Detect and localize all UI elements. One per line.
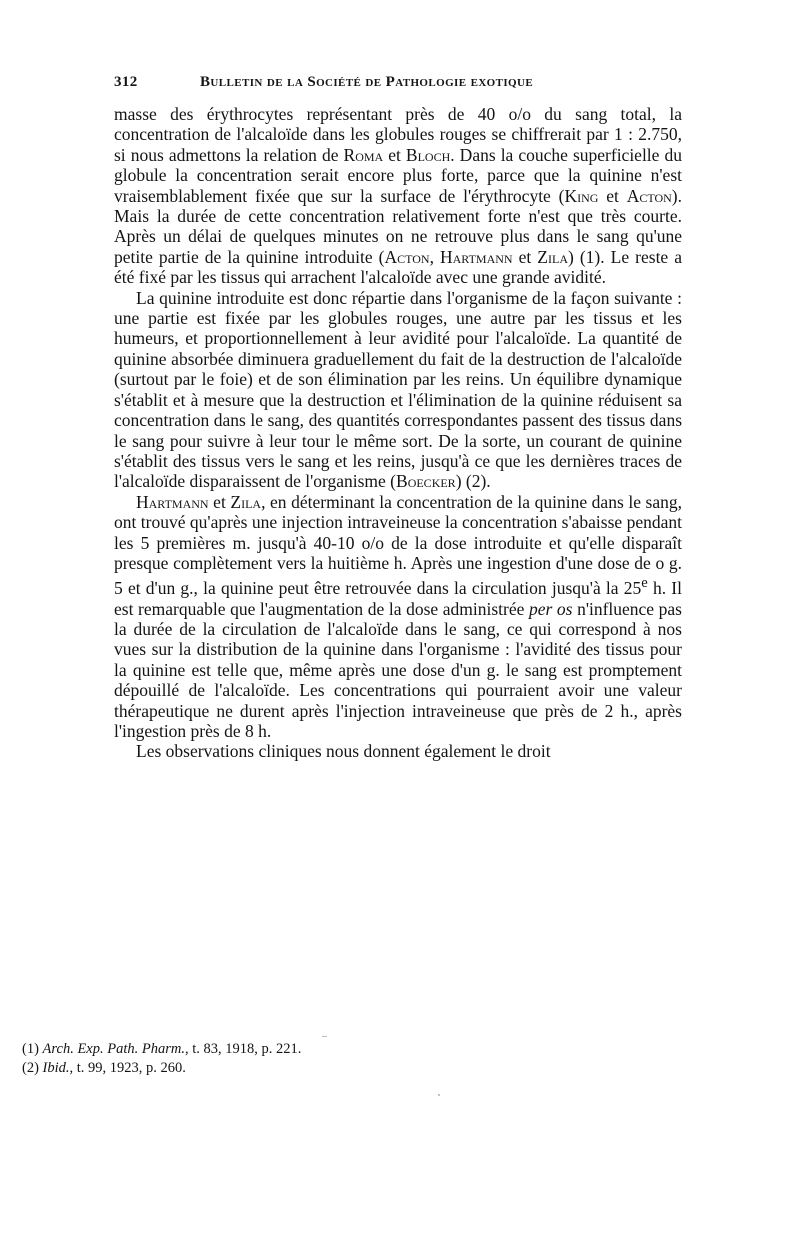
footnote-1 [22, 1040, 301, 1059]
text-run: masse des érythrocytes représentant près de 40 o/o du sang total, la concentration de l'alcaloïde dans les globules rouges se chiffrerait par 1 : 2.750, si nous admettons la relation de [114, 104, 682, 165]
superscript: e [641, 575, 648, 592]
text-run: h. Il est remarquable que l'augmentation de la dose administrée [114, 578, 682, 619]
author-name: Boecker [396, 471, 456, 492]
author-name: Hartmann [439, 246, 513, 267]
footnote-details: , t. 99, 1923, p. 260. [69, 1060, 186, 1076]
paragraph-3 [114, 492, 682, 742]
author-name: Zila [230, 491, 262, 512]
paragraph-1 [114, 104, 682, 288]
author-name: Bloch [405, 144, 451, 165]
author-name: King [564, 185, 599, 206]
text-run: et [598, 185, 627, 206]
author-name: Acton [384, 246, 430, 267]
footnote-number: (2) [22, 1060, 43, 1076]
text-run: et [383, 144, 406, 165]
author-name: Hartmann [136, 491, 209, 512]
page [114, 74, 682, 762]
footnote-2 [22, 1059, 301, 1078]
rule-mark [322, 1036, 327, 1037]
text-run: , [429, 246, 440, 267]
footnotes [22, 1040, 301, 1078]
text-run: ) (1). Le reste a été fixé par les tissus qui arrachent l'alcaloïde avec une grande avidité. [114, 246, 683, 288]
text-run: et [512, 246, 538, 267]
paragraph-2 [114, 288, 682, 492]
text-run: , en déterminant la concentration de la quinine dans le sang, ont trouvé qu'après une injection intraveineuse la concentration s'abaisse pendant les 5 premières m. jusqu'à 40-10 o/o de la dose introduite et qu'elle disparaît presque complètement vers la huitième h. Après une ingestion d'une dose de o g. 5 et d'un g., la quinine peut être retrouvée dans la circulation jusqu'à la 25 [114, 491, 682, 599]
footnote-details: , t. 83, 1918, p. 221. [184, 1041, 302, 1057]
running-head [114, 74, 682, 104]
body-text [114, 104, 682, 762]
page-number: 312 [114, 74, 138, 90]
footnote-number: (1) [22, 1041, 43, 1057]
italic-phrase: per os [529, 598, 573, 619]
author-name: Zila [537, 246, 568, 267]
text-run: La quinine introduite est donc répartie dans l'organisme de la façon suivante : une partie est fixée par les globules rouges, une autre par les tissus et les humeurs, et proportionnellement à leur avidité pour l'alcaloïde. La quantité de quinine absorbée diminuera graduellement du fait de la destruction de l'alcaloïde (surtout par le foie) et de son élimination par les reins. Un équilibre dynamique s'établit et à mesure que la destruction et l'élimination de la quinine réduisent sa concentration dans le sang, des quantités correspondantes passent des tissus dans le sang pour suivre à leur tour le même sort. De la sorte, un courant de quinine s'établit des tissus vers le sang et les reins, jusqu'à ce que les dernières traces de l'alcaloïde disparaissent de l'organisme ( [114, 287, 682, 492]
text-run: . Dans la couche superficielle du globule la concentration serait encore plus forte, parce que la quinine n'est vraisemblablement fixée que sur la surface de l'érythrocyte ( [114, 144, 682, 206]
footnote-reference: Arch. Exp. Path. Pharm. [42, 1041, 185, 1057]
paragraph-4 [114, 741, 682, 761]
journal-title: Bulletin de la Société de Pathologie exotique [200, 74, 534, 90]
footnote-reference: Ibid. [42, 1060, 70, 1076]
author-name: Acton [626, 185, 672, 206]
text-run: n'influence pas la durée de la circulation de l'alcaloïde dans le sang, ce qui correspond à nos vues sur la distribution de la quinine dans l'organisme : l'avidité des tissus pour la quinine est telle que, même après une dose d'un g. le sang est promptement dépouillé de l'alcaloïde. Les concentrations qui pourraient avoir une valeur thérapeutique ne durent après l'injection intraveineuse que près de 2 h., après l'ingestion près de 8 h. [114, 598, 682, 742]
author-name: Roma [343, 144, 384, 165]
text-run: et [208, 491, 231, 512]
text-run: Les observations cliniques nous donnent également le droit [136, 741, 551, 762]
speck-mark [438, 1094, 440, 1096]
text-run: ) (2). [455, 471, 491, 492]
text-run: ). Mais la durée de cette concentration relativement forte n'est que très courte. Après un délai de quelques minutes on ne retrouve plus dans le sang qu'une petite partie de la quinine introduite ( [114, 185, 682, 267]
